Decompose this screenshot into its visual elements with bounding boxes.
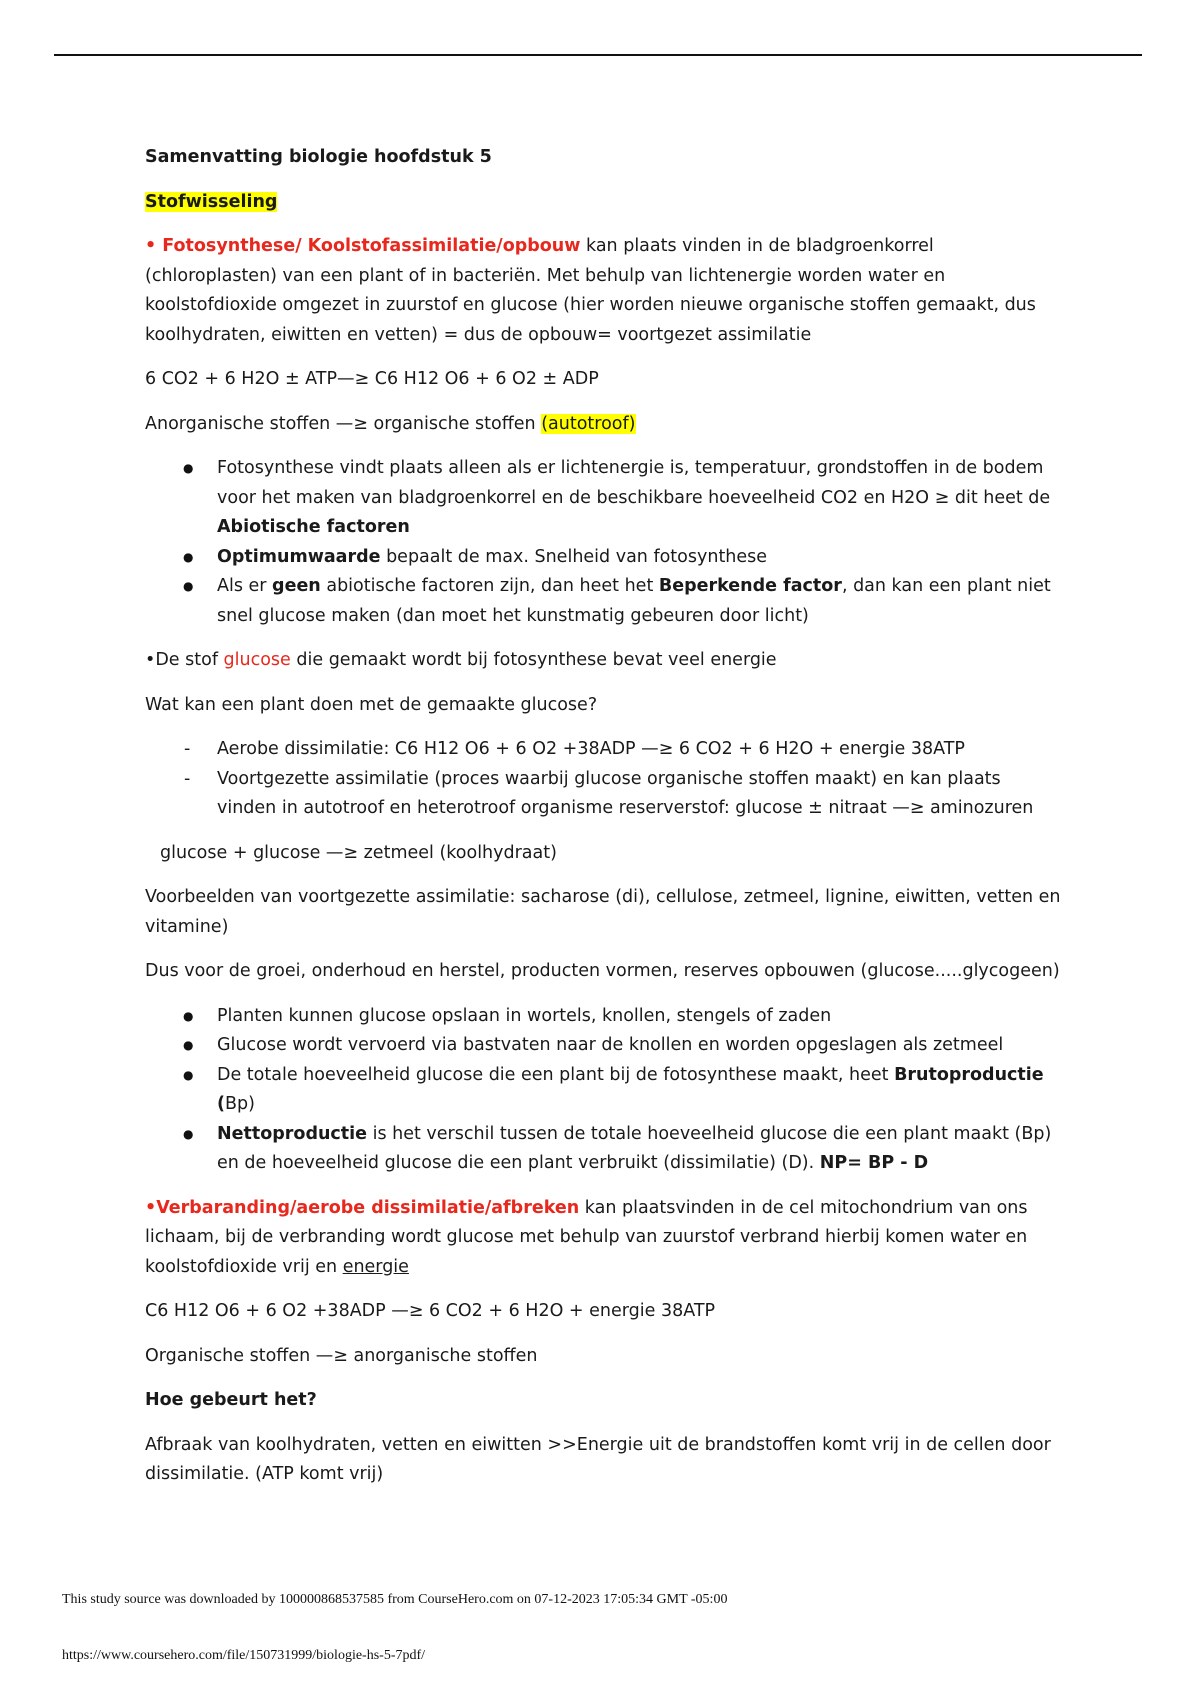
list-item — [145, 1120, 1065, 1179]
term-glucose: glucose — [223, 650, 291, 670]
question: Wat kan een plant doen met de gemaakte glucose? — [145, 694, 598, 715]
list-item-text: is het verschil tussen de totale hoeveelheid glucose die een plant maakt (Bp) en de hoeveelheid glucose die een plant verbruikt (dissimilatie) (D). — [217, 1123, 1052, 1173]
list-item-text: abiotische factoren zijn, dan heet het — [320, 576, 659, 596]
bullet-dot: • — [145, 1197, 157, 1218]
list-item-text: Fotosynthese vindt plaats alleen als er lichtenergie is, temperatuur, grondstoffen in de bodem voor het maken van bladgroenkorrel en de beschikbare hoeveelheid CO2 en H2O ≥ dit heet de — [217, 458, 1051, 508]
list-item-bold: NP= BP - D — [819, 1153, 929, 1173]
list-glucose-use — [145, 735, 1065, 824]
subheading: Hoe gebeurt het? — [145, 1390, 317, 1410]
list-productie — [145, 1002, 1065, 1179]
term-fotosynthese: Fotosynthese/ Koolstofassimilatie/opbouw — [162, 236, 581, 256]
list-item — [145, 1002, 1065, 1032]
list-item-bold: Abiotische factoren — [217, 517, 410, 537]
list-item — [145, 1031, 1065, 1061]
paragraph-afbraak: Afbraak van koolhydraten, vetten en eiwitten >>Energie uit de brandstoffen komt vrij in de cellen door dissimilatie. (ATP komt vrij) — [145, 1434, 1051, 1484]
section-heading — [145, 188, 1065, 218]
footer-url[interactable]: https://www.coursehero.com/file/150731999/biologie-hs-5-7pdf/ — [62, 1648, 426, 1663]
list-item-bold: Nettoproductie — [217, 1123, 368, 1144]
list-item-text: Planten kunnen glucose opslaan in wortels, knollen, stengels of zaden — [217, 1005, 832, 1026]
underlined-energie: energie — [342, 1256, 409, 1277]
list-item-text: Glucose wordt vervoerd via bastvaten naar de knollen en worden opgeslagen als zetmeel — [217, 1035, 1004, 1055]
equation-zetmeel: glucose + glucose —≥ zetmeel (koolhydraat) — [160, 842, 557, 863]
bullet-dot: • — [145, 236, 163, 256]
list-item-text: Bp) — [225, 1094, 255, 1114]
paragraph-text: •De stof — [145, 650, 224, 670]
list-item — [145, 1061, 1065, 1120]
section-label: Stofwisseling — [145, 191, 278, 212]
list-item-bold: geen — [272, 576, 321, 596]
footer-source: This study source was downloaded by 100000868537585 from CourseHero.com on 07-12-2023 17:05:34 GMT -05:00 — [62, 1592, 728, 1607]
list-item — [145, 572, 1065, 631]
paragraph-text: Anorganische stoffen —≥ organische stoffen — [145, 413, 542, 434]
list-item-bold: Beperkende factor — [658, 576, 842, 596]
paragraph-autotroof — [145, 410, 1065, 440]
list-item: - Aerobe dissimilatie: C6 H12 O6 + 6 O2 +38ADP —≥ 6 CO2 + 6 H2O + energie 38ATP — [145, 735, 1065, 765]
document-body — [145, 143, 1065, 1505]
list-item — [145, 454, 1065, 543]
paragraph-text: die gemaakt wordt bij fotosynthese bevat veel energie — [290, 650, 777, 670]
paragraph-organisch: Organische stoffen —≥ anorganische stoffen — [145, 1345, 538, 1366]
list-abiotic — [145, 454, 1065, 631]
list-item-text: Als er — [217, 576, 273, 596]
term-verbranding: Verbaranding/aerobe dissimilatie/afbreken — [156, 1197, 580, 1218]
equation-dissimilatie: C6 H12 O6 + 6 O2 +38ADP —≥ 6 CO2 + 6 H2O + energie 38ATP — [145, 1301, 716, 1321]
equation-fotosynthese: 6 CO2 + 6 H2O ± ATP—≥ C6 H12 O6 + 6 O2 ± ADP — [145, 369, 599, 389]
list-item-text: , dan kan een plant niet snel glucose maken (dan moet het kunstmatig gebeuren door licht) — [217, 576, 1051, 626]
paragraph-text: kan plaatsvinden in de cel mitochondrium van ons lichaam, bij de verbranding wordt glucose met behulp van zuurstof verbrand hierbij komen water en koolstofdioxide vrij en — [145, 1197, 1028, 1277]
list-item-bold: Brutoproductie ( — [217, 1064, 1044, 1114]
paragraph-fotosynthese — [145, 232, 1065, 350]
list-item-text: bepaalt de max. Snelheid van fotosynthese — [380, 546, 768, 567]
paragraph-verbranding — [145, 1194, 1065, 1283]
list-item-text: De totale hoeveelheid glucose die een plant bij de fotosynthese maakt, heet — [217, 1064, 895, 1085]
list-item: - Voortgezette assimilatie (proces waarbij glucose organische stoffen maakt) en kan plaats vinden in autotroof en heterotroof organisme reserverstof: glucose ± nitraat —≥ aminozuren — [145, 765, 1065, 824]
paragraph-glucose — [145, 646, 1065, 676]
list-item — [145, 543, 1065, 573]
paragraph-groei: Dus voor de groei, onderhoud en herstel, producten vormen, reserves opbouwen (glucose.....glycogeen) — [145, 961, 1060, 981]
paragraph-voorbeelden: Voorbeelden van voortgezette assimilatie: sacharose (di), cellulose, zetmeel, lignine, eiwitten, vetten en vitamine) — [145, 887, 1061, 937]
doc-title: Samenvatting biologie hoofdstuk 5 — [145, 147, 492, 167]
paragraph-text: kan plaats vinden in de bladgroenkorrel (chloroplasten) van een plant of in bacteriën. Met behulp van lichtenergie worden water en koolstofdioxide omgezet in zuurstof en glucose (hier worden nieuwe organische stoffen gemaakt, dus koolhydraten, eiwitten en vetten) = dus de opbouw= voortgezet assimilatie — [145, 236, 1036, 345]
highlight-autotroof: (autotroof) — [541, 413, 636, 434]
list-item-bold: Optimumwaarde — [217, 546, 381, 567]
top-rule — [54, 54, 1142, 56]
